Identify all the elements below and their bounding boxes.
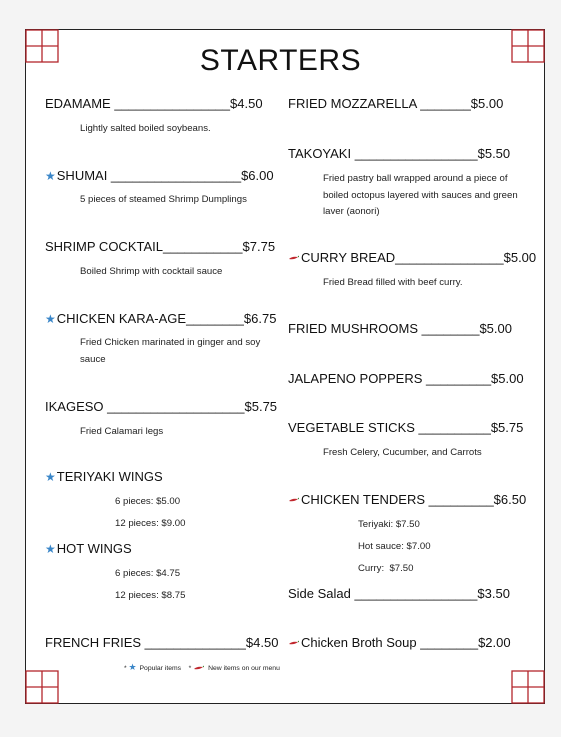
corner-ornament-icon	[511, 670, 545, 704]
menu-item-side-salad: Side Salad _________________$3.50	[288, 586, 510, 601]
legend-bullet: *	[124, 665, 127, 672]
chili-pepper-icon	[288, 497, 299, 504]
menu-item-hot-wings: ★HOT WINGS	[45, 541, 132, 556]
chili-pepper-icon	[288, 640, 299, 647]
menu-item-chicken-karaage: ★CHICKEN KARA-AGE________$6.75	[45, 311, 277, 326]
item-description: Lightly salted boiled soybeans.	[80, 123, 211, 134]
corner-ornament-icon	[25, 670, 59, 704]
chili-pepper-icon	[193, 665, 204, 672]
legend-popular: Popular items	[139, 665, 182, 672]
price-option: 6 pieces: $4.75	[115, 568, 181, 579]
star-icon: ★	[45, 542, 56, 556]
legend-bullet: *	[188, 665, 192, 672]
menu-legend	[124, 662, 280, 673]
menu-item-fried-mozzarella: FRIED MOZZARELLA _______$5.00	[288, 96, 504, 111]
item-description: Fried Calamari legs	[80, 426, 164, 437]
menu-item-vegetable-sticks: VEGETABLE STICKS __________$5.75	[288, 420, 524, 435]
price-option: Hot sauce: $7.00	[358, 541, 431, 552]
menu-item-edamame: EDAMAME ________________$4.50	[45, 96, 263, 111]
menu-item-chicken-tenders: CHICKEN TENDERS _________$6.50	[288, 492, 526, 507]
menu-title: STARTERS	[199, 44, 362, 77]
menu-item-jalapeno-poppers: JALAPENO POPPERS _________$5.00	[288, 371, 524, 386]
menu-item-chicken-broth-soup: Chicken Broth Soup ________$2.00	[288, 635, 511, 650]
menu-item-ikageso: IKAGESO ___________________$5.75	[45, 399, 278, 414]
item-description: Boiled Shrimp with cocktail sauce	[80, 266, 223, 277]
item-description: Fresh Celery, Cucumber, and Carrots	[323, 447, 482, 458]
star-icon: ★	[45, 312, 56, 326]
price-option: 6 pieces: $5.00	[115, 496, 181, 507]
legend-new: New items on our menu	[208, 665, 280, 672]
price-option: Teriyaki: $7.50	[358, 519, 420, 530]
item-description: 5 pieces of steamed Shrimp Dumplings	[80, 194, 247, 205]
item-description: Fried pastry ball wrapped around a piece of boiled octopus layered with sauces and green laver (aonori)	[323, 173, 518, 217]
menu-item-teriyaki-wings: ★TERIYAKI WINGS	[45, 469, 163, 484]
menu-item-shrimp-cocktail: SHRIMP COCKTAIL___________$7.75	[45, 239, 276, 254]
price-option: 12 pieces: $8.75	[115, 590, 186, 601]
item-description: Fried Bread filled with beef curry.	[323, 277, 463, 288]
menu-item-shumai: ★SHUMAI __________________$6.00	[45, 168, 274, 183]
menu-item-takoyaki: TAKOYAKI _________________$5.50	[288, 146, 511, 161]
price-option: 12 pieces: $9.00	[115, 518, 186, 529]
menu-item-curry-bread: CURRY BREAD_______________$5.00	[288, 250, 536, 265]
chili-pepper-icon	[288, 255, 299, 262]
star-icon: ★	[45, 470, 56, 484]
star-icon: ★	[45, 169, 56, 183]
menu-item-fried-mushrooms: FRIED MUSHROOMS ________$5.00	[288, 321, 512, 336]
item-description: Fried Chicken marinated in ginger and soy sauce	[80, 337, 261, 365]
menu-item-french-fries: FRENCH FRIES ______________$4.50	[45, 635, 279, 650]
star-icon: ★	[128, 662, 137, 672]
price-option: Curry: $7.50	[358, 563, 414, 574]
